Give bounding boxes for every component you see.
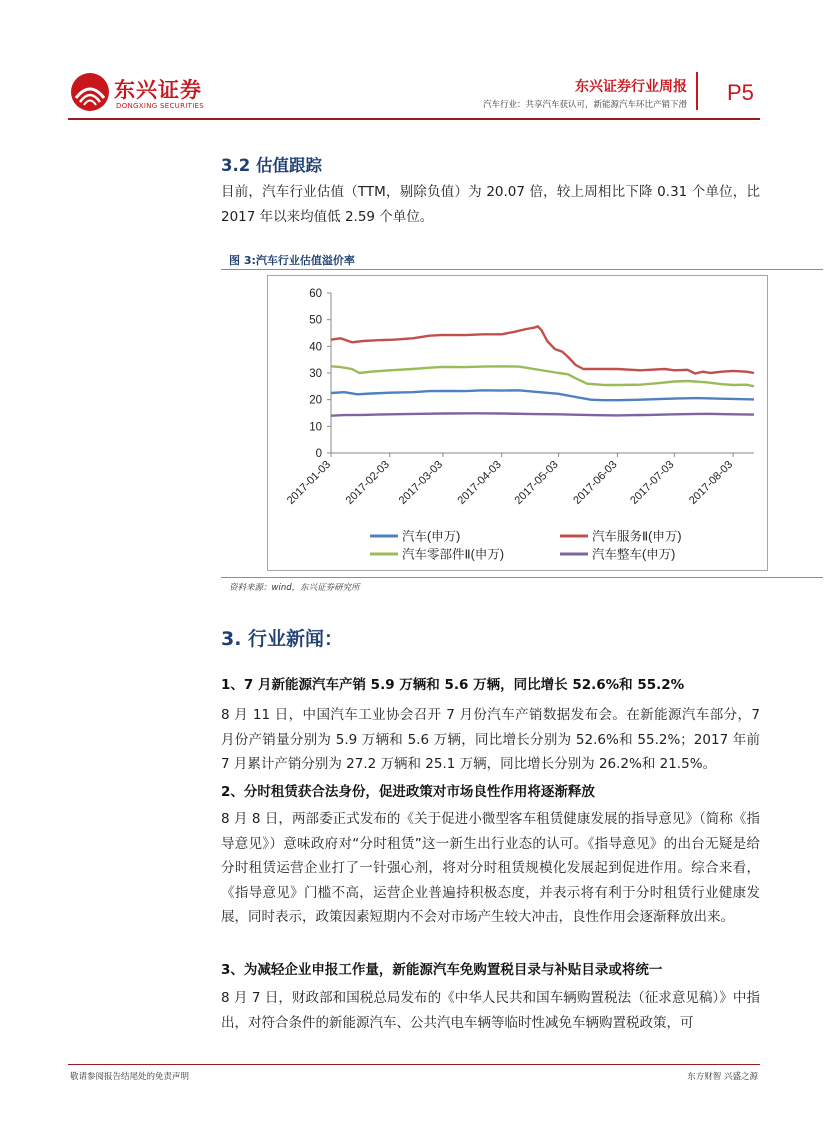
footer-slogan: 东方财智 兴盛之源 — [687, 1072, 758, 1082]
logo-english-text: DONGXING SECURITIES — [116, 102, 205, 110]
footer-disclaimer: 敬请参阅报告结尾处的免责声明 — [70, 1072, 190, 1082]
header-rule — [68, 118, 760, 120]
figure-title: 图 3:汽车行业估值溢价率 — [229, 254, 355, 267]
figure-rule-top — [221, 269, 823, 270]
news-body-1: 8 月 11 日，中国汽车工业协会召开 7 月份汽车产销数据发布会。在新能源汽车部分，7 月份产销量分别为 5.9 万辆和 5.6 万辆，同比增长分别为 52.6%和 55.2%；2017 年前 7 月累计产销分别为 27.2 万辆和 25.1 万辆，同比增长分别为 26.2%和 21.5%。 — [221, 707, 760, 772]
news-title-2: 2、分时租赁获合法身份，促进政策对市场良性作用将逐渐释放 — [221, 784, 595, 800]
x-tick-label: 2017-06-03 — [571, 458, 620, 507]
legend-label-2: 汽车零部件Ⅱ(申万) — [402, 547, 504, 562]
x-tick-label: 2017-05-03 — [512, 458, 561, 507]
logo-text: 东兴证券 — [114, 78, 202, 102]
y-tick-label: 30 — [309, 368, 322, 380]
figure-rule-bottom — [221, 577, 823, 578]
x-tick-label: 2017-03-03 — [396, 458, 446, 507]
x-tick-label: 2017-08-03 — [686, 458, 736, 507]
company-logo-icon — [70, 72, 110, 112]
series-line-2 — [331, 366, 754, 386]
report-subtitle: 汽车行业：共享汽车获认可，新能源汽车环比产销下滑 — [482, 100, 687, 110]
y-tick-label: 10 — [309, 421, 322, 434]
y-tick-label: 60 — [309, 288, 322, 300]
news-body-2: 8 月 8 日，两部委正式发布的《关于促进小微型客车租赁健康发展的指导意见》（简称《指导意见》）意味政府对“分时租赁”这一新生出行业态的认可。《指导意见》的出台无疑是给分时租赁运营企业打了一针强心剂，将对分时租赁规模化发展起到促进作用。综合来看，《指导意见》门槛不高，运营企业普遍持积极态度，并表示将有利于分时租赁行业健康发展，同时表示，政策因素短期内不会对市场产生较大冲击，良性作用会逐渐释放出来。 — [221, 811, 760, 925]
y-tick-label: 40 — [309, 341, 322, 354]
news-body-3: 8 月 7 日，财政部和国税总局发布的《中华人民共和国车辆购置税法（征求意见稿）》中指出，对符合条件的新能源汽车、公共汽电车辆等临时性减免车辆购置税政策，可 — [221, 990, 760, 1031]
figure-source: 资料来源：wind，东兴证券研究所 — [229, 583, 360, 593]
section-heading-news: 3. 行业新闻： — [221, 628, 344, 650]
valuation-line-chart — [268, 276, 767, 570]
y-tick-label: 50 — [309, 314, 322, 327]
series-line-3 — [331, 413, 754, 415]
news-title-1: 1、7 月新能源汽车产销 5.9 万辆和 5.6 万辆，同比增长 52.6%和 55.2% — [221, 677, 685, 693]
report-title: 东兴证券行业周报 — [575, 79, 687, 95]
page-number: P5 — [727, 80, 754, 105]
x-tick-label: 2017-01-03 — [284, 458, 334, 507]
chart-frame — [267, 275, 768, 571]
header-divider — [696, 72, 698, 110]
series-line-0 — [331, 390, 754, 400]
x-tick-label: 2017-02-03 — [343, 458, 392, 507]
footer-rule — [68, 1064, 760, 1065]
y-tick-label: 20 — [309, 394, 322, 407]
news-title-3: 3、为减轻企业申报工作量，新能源汽车免购置税目录与补贴目录或将统一 — [221, 962, 663, 978]
valuation-paragraph: 目前，汽车行业估值（TTM，剔除负值）为 20.07 倍，较上周相比下降 0.31 个单位，比 2017 年以来均值低 2.59 个单位。 — [221, 184, 760, 225]
y-tick-label: 0 — [315, 448, 322, 460]
legend-label-1: 汽车服务Ⅱ(申万) — [592, 529, 682, 544]
legend-label-3: 汽车整车(申万) — [592, 547, 676, 562]
section-heading-valuation: 3.2 估值跟踪 — [221, 156, 322, 175]
legend-label-0: 汽车(申万) — [402, 529, 461, 544]
series-line-1 — [331, 326, 754, 373]
x-tick-label: 2017-04-03 — [455, 458, 504, 507]
x-tick-label: 2017-07-03 — [628, 458, 677, 507]
